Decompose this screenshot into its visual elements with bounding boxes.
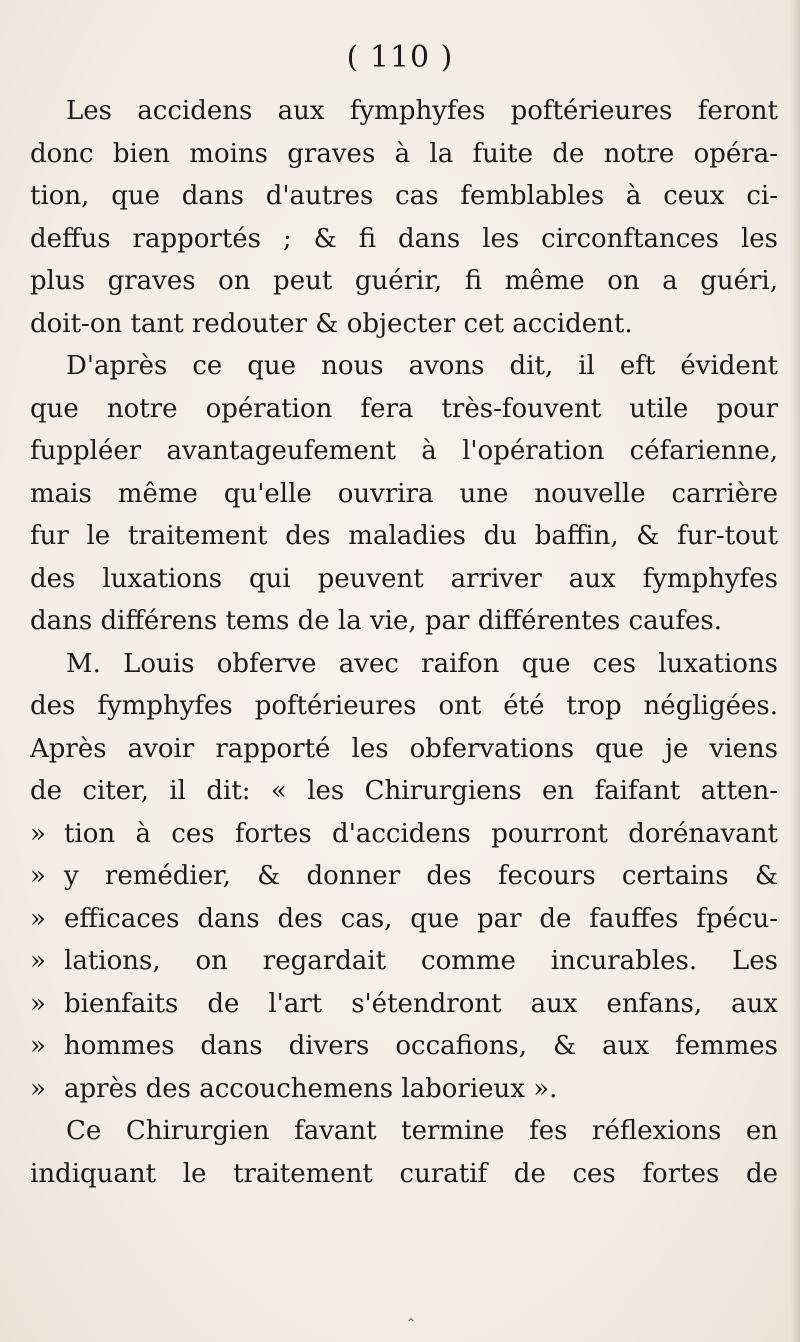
text-line: fur le traitement des maladies du baffin, & fur-tout (30, 521, 778, 551)
text-line (30, 855, 778, 898)
text-line: des fymphyfes poftérieures ont été trop négligées. (30, 691, 778, 721)
text-line: indiquant le traitement curatif de ces fortes de (30, 1158, 778, 1189)
page-edge-shadow (790, 0, 800, 1342)
text-line: tion, que dans d'autres cas femblables à ceux ci- (30, 181, 778, 211)
text-line: D'après ce que nous avons dit, il eft évident (66, 351, 778, 381)
text-line: que notre opération fera très-fouvent utile pour (30, 393, 778, 424)
page-mark: ⌃ (406, 1316, 417, 1330)
text-line: M. Louis obferve avec raifon que ces luxations (66, 648, 778, 679)
line-text: lations, on regardait comme incurables. Les (64, 946, 778, 976)
line-text: bienfaits de l'art s'étendront aux enfans, aux (64, 988, 778, 1019)
quote-mark: » (30, 988, 46, 1019)
text-line: Après avoir rapporté les obfervations que je viens (30, 733, 778, 764)
text-line: de citer, il dit: « les Chirurgiens en faifant atten- (30, 776, 778, 806)
text-line: fuppléer avantageufement à l'opération céfarienne, (30, 436, 778, 466)
line-text: y remédier, & donner des fecours certains & (64, 861, 778, 891)
text-line: mais même qu'elle ouvrira une nouvelle carrière (30, 478, 778, 509)
line-text: après des accouchemens laborieux ». (64, 1073, 558, 1104)
quote-mark: » (30, 818, 46, 849)
text-line: donc bien moins graves à la fuite de notre opéra- (30, 138, 778, 169)
quote-mark: » (30, 1031, 46, 1061)
text-line: des luxations qui peuvent arriver aux fymphyfes (30, 563, 778, 594)
text-line (30, 1068, 778, 1111)
text-line: Les accidens aux fymphyfes poftérieures feront (66, 96, 778, 126)
page-number: ( 110 ) (346, 40, 454, 75)
quote-mark: » (30, 861, 46, 891)
text-line (30, 898, 778, 941)
text-line (30, 983, 778, 1026)
text-line (30, 1025, 778, 1068)
text-line: deffus rapportés ; & fi dans les circonftances les (30, 223, 778, 254)
line-text: tion à ces fortes d'accidens pourront dorénavant (64, 818, 778, 849)
text-line: Ce Chirurgien favant termine fes réflexions en (66, 1116, 778, 1146)
line-text: efficaces dans des cas, que par de fauffes fpécu- (64, 903, 778, 934)
text-line (30, 940, 778, 983)
quote-mark: » (30, 1073, 46, 1104)
body-text (30, 90, 778, 1195)
line-text: hommes dans divers occafions, & aux femmes (64, 1031, 778, 1061)
text-line: doit-on tant redouter & objecter cet accident. (30, 308, 633, 339)
text-line: dans différens tems de la vie, par différentes caufes. (30, 606, 722, 636)
text-line (30, 813, 778, 856)
quote-mark: » (30, 946, 46, 976)
text-line: plus graves on peut guérir, fi même on a guéri, (30, 266, 778, 296)
quote-mark: » (30, 903, 46, 934)
